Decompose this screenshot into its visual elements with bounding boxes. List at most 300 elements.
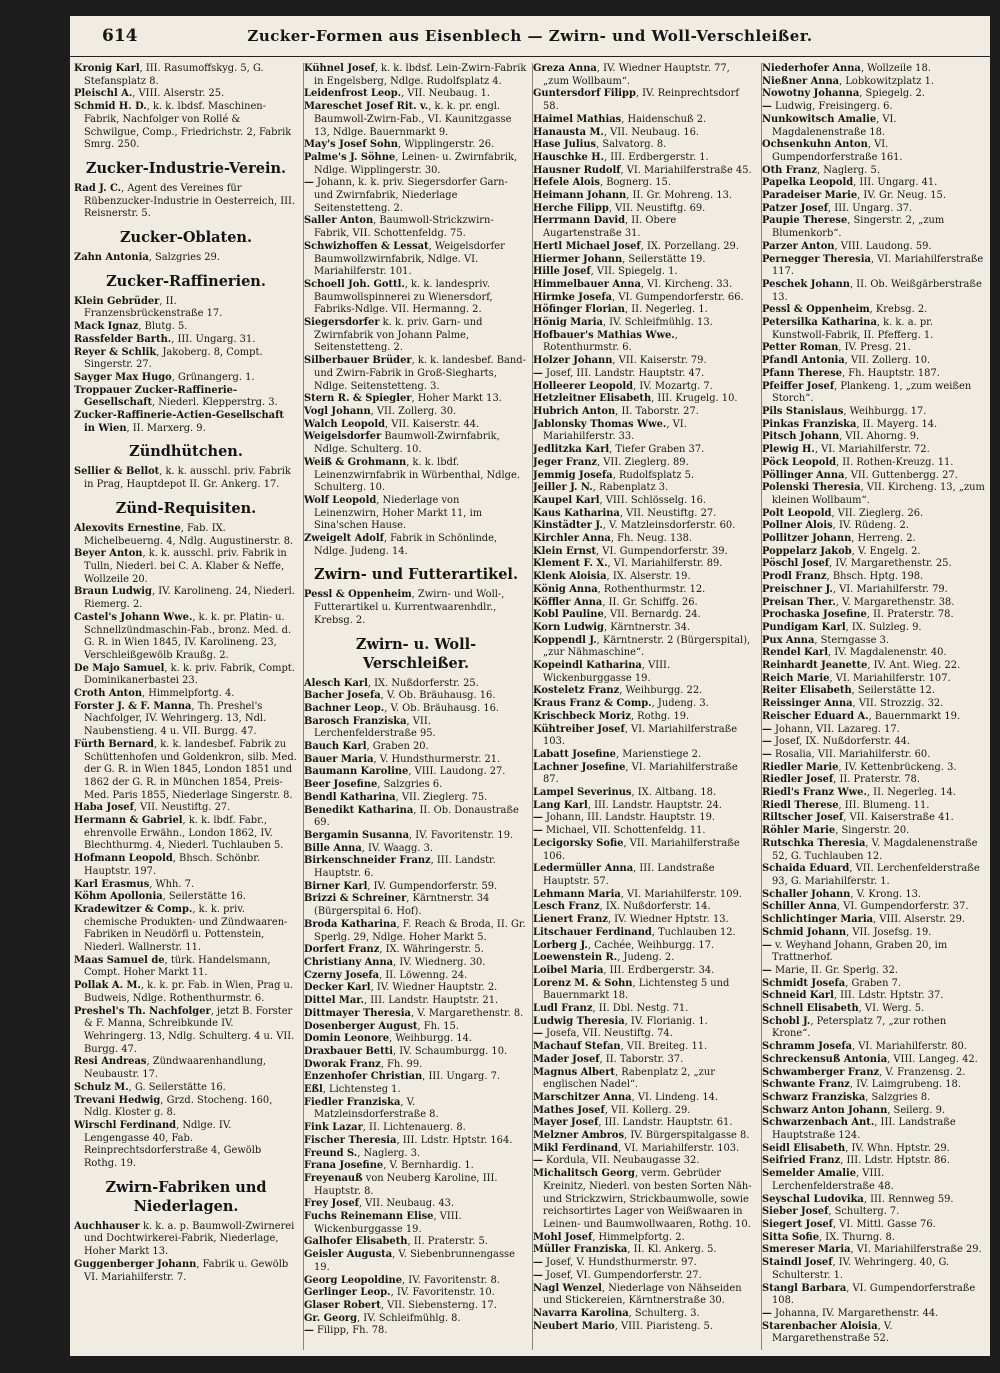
entry-address: , VII. Lerchenfelderstraße 95.	[314, 715, 436, 740]
entry-address: k. k. priv. Garn- und Zwirnfabrik von Johann Palme, Seitenstetteng. 2.	[314, 317, 483, 354]
entry-name: Nießner Anna	[762, 75, 840, 87]
entry-address: , Fh. 99.	[380, 1058, 423, 1070]
entry-name: Hertl Michael Josef	[533, 240, 641, 252]
entry-name: König Anna	[533, 583, 598, 595]
entry-address: , IX. Thurng. 8.	[819, 1231, 895, 1243]
entry-name: Pernegger Theresia	[762, 253, 871, 265]
entry-address: , IX. Sulzleg. 9.	[845, 621, 922, 633]
directory-entry	[762, 1206, 986, 1219]
entry-name: Prochaska Josefine	[762, 609, 867, 621]
entry-address: Rosalia, VII. Mariahilferstr. 60.	[771, 748, 931, 760]
directory-entry	[74, 688, 298, 701]
entry-address: , VI. Gumpendorferstraße 108.	[772, 1282, 976, 1307]
entry-name: Peschek Johann	[762, 278, 850, 290]
directory-entry	[762, 63, 986, 76]
entry-name: Michalitsch Georg	[533, 1168, 635, 1180]
entry-name: —	[304, 177, 314, 189]
entry-name: Labatt Josefine	[533, 748, 616, 760]
entry-name: —	[533, 825, 543, 837]
directory-entry	[304, 215, 528, 240]
directory-entry	[74, 372, 298, 385]
directory-entry	[762, 457, 986, 470]
entry-name: Dorfert Franz	[304, 944, 380, 956]
entry-address: , k. k. lbdsf. Maschinen- Fabrik, Nachfolger von Rollé & Schwilgue, Comp., Friedrichstr. 2, Fabrik Smrg. 250.	[84, 101, 292, 151]
column-1	[74, 63, 298, 1350]
directory-entry	[533, 1041, 757, 1054]
directory-entry	[304, 1325, 528, 1338]
directory-entry	[304, 1122, 528, 1135]
entry-name: Bauer Maria	[304, 753, 374, 765]
entry-address: , VIII. Piaristeng. 5.	[614, 1320, 713, 1332]
entry-address: , IV. Gr. Neug. 15.	[857, 190, 946, 202]
entry-name: Pöck Leopold	[762, 456, 836, 468]
entry-name: Siegert Josef	[762, 1218, 833, 1230]
directory-entry	[762, 812, 986, 825]
directory-entry	[304, 855, 528, 880]
directory-entry	[533, 279, 757, 292]
entry-name: Riedl Therese	[762, 799, 839, 811]
entry-address: von Neuberg Karoline, III. Hauptstr. 8.	[314, 1172, 498, 1197]
entry-address: , VII. Neubaug. 16.	[603, 126, 700, 138]
entry-address: , II. Gr. Schiffg. 26.	[602, 596, 698, 608]
entry-name: Heimann Johann	[533, 190, 627, 202]
entry-address: , III. Ungarg. 41.	[853, 177, 938, 189]
entry-address: , Whh. 7.	[149, 878, 195, 890]
directory-entry	[762, 774, 986, 787]
entry-address: , IV. Wiednerg. 30.	[393, 957, 486, 968]
entry-address: , V. Bernhardig. 1.	[383, 1160, 474, 1172]
entry-address: , III. Blumeng. 11.	[838, 799, 930, 811]
entry-name: Decker Karl	[304, 982, 371, 994]
directory-entry	[762, 558, 986, 571]
directory-entry	[304, 431, 528, 456]
entry-name: Klement F. X.	[533, 558, 608, 570]
entry-name: Glaser Robert	[304, 1299, 381, 1311]
entry-name: Bille Anna	[304, 842, 362, 854]
entry-address: , II. Taborstr. 27.	[615, 405, 699, 417]
entry-name: Klenk Aloisia	[533, 571, 607, 583]
directory-entry	[74, 334, 298, 347]
directory-entry	[74, 101, 298, 152]
directory-entry	[533, 1067, 757, 1092]
directory-entry	[762, 1041, 986, 1054]
directory-entry	[762, 203, 986, 216]
directory-entry	[762, 533, 986, 546]
entry-address: , IV. Bürgerspitalgasse 8.	[624, 1130, 750, 1142]
entry-address: , Schulterg. 3.	[628, 1307, 700, 1319]
entry-name: Beer Josefine	[304, 779, 378, 791]
entry-address: , k. k. landespriv. Baumwollspinnerei zu Wienersdorf, Fabriks-Ndlge. VII. Hermanng. 2.	[314, 278, 493, 316]
entry-address: , IV. Favoritenstr. 10.	[390, 1287, 495, 1299]
directory-entry	[762, 139, 986, 164]
directory-entry	[533, 1283, 757, 1308]
entry-address: , V. Margarethenstraße 52.	[772, 1320, 893, 1345]
directory-entry	[533, 266, 757, 279]
entry-name: Hermann & Gabriel	[74, 815, 183, 827]
directory-entry	[762, 1079, 986, 1092]
entry-name: —	[533, 1028, 543, 1040]
directory-entry	[533, 1270, 757, 1283]
directory-entry	[304, 995, 528, 1008]
entry-address: , Plankeng. 1, „zum weißen Storch“.	[772, 380, 972, 405]
entry-address: Johann, III. Landstr. Hauptstr. 19.	[542, 812, 716, 824]
directory-entry	[533, 1003, 757, 1016]
entry-name: Jeiller J. N.	[533, 482, 593, 494]
entry-address: , V. Hundsthurmerstr. 21.	[373, 753, 501, 765]
directory-entry	[762, 635, 986, 648]
entry-name: Georg Leopoldine	[304, 1274, 403, 1286]
section-heading: Zwirn- u. Woll-Verschleißer.	[355, 635, 477, 672]
entry-address: , VIII. Wickenburggasse 19.	[543, 660, 671, 684]
directory-entry	[74, 802, 298, 815]
directory-entry	[762, 1003, 986, 1016]
directory-entry	[762, 1194, 986, 1207]
directory-entry	[533, 635, 757, 660]
directory-entry	[304, 1313, 528, 1326]
entry-name: Pessl & Oppenheim	[762, 304, 870, 316]
entry-name: Polt Leopold	[762, 507, 832, 519]
entry-address: Johann, k. k. priv. Siegersdorfer Garn- und Zwirnfabrik, Niederlage Seitenstetteng. 2.	[313, 177, 508, 214]
directory-entry	[74, 980, 298, 1005]
entry-address: , Rabenplatz 2, „zur englischen Nadel“.	[543, 1066, 715, 1091]
entry-name: Hille Josef	[533, 266, 591, 278]
directory-entry	[533, 698, 757, 711]
entry-name: Frana Josefine	[304, 1160, 384, 1172]
entry-name: Nagl Wenzel	[533, 1282, 602, 1294]
entry-address: , Singerstr. 2, „zum Blumenkorb“.	[772, 215, 945, 240]
directory-entry	[74, 879, 298, 892]
entry-address: , Naglerg. 5.	[817, 164, 880, 176]
entry-name: Kosteletz Franz	[533, 685, 620, 697]
directory-entry	[304, 279, 528, 317]
directory-entry	[762, 482, 986, 507]
entry-name: Smereser Maria	[762, 1244, 851, 1256]
directory-entry	[762, 1092, 986, 1105]
entry-address: , III. Erdbergerstr. 1.	[604, 151, 709, 163]
entry-address: , k. k. pr. engl. Baumwoll-Zwirn-Fab., VI. Kaunitzgasse 13, Ndlge. Bauernmarkt 9.	[314, 101, 512, 138]
entry-name: Draxbauer Betti	[304, 1045, 393, 1057]
entry-address: Josef, III. Landstr. Hauptstr. 47.	[542, 367, 705, 379]
directory-entry	[762, 1067, 986, 1080]
entry-name: Palme's J. Söhne	[304, 151, 396, 163]
directory-entry	[533, 165, 757, 178]
entry-address: , Seilerg. 9.	[887, 1104, 946, 1116]
directory-entry	[74, 296, 298, 321]
directory-entry	[762, 1219, 986, 1232]
directory-entry	[762, 190, 986, 203]
entry-name: Preshel's Th. Nachfolger	[74, 1005, 211, 1017]
entry-name: Schwante Franz	[762, 1079, 850, 1091]
entry-address: Ludwig, Freisingerg. 6.	[771, 101, 893, 113]
entry-name: Zahn Antonia	[74, 252, 149, 264]
directory-entry	[74, 612, 298, 663]
entry-name: Ledermüller Anna	[533, 863, 634, 875]
directory-entry	[74, 1082, 298, 1095]
entry-address: , Kärntnerstr. 34.	[603, 621, 691, 633]
directory-entry	[74, 1056, 298, 1081]
entry-address: Kordula, VII. Neubaugasse 32.	[542, 1155, 700, 1167]
directory-entry	[74, 891, 298, 904]
directory-entry	[74, 63, 298, 88]
entry-name: Höfinger Florian	[533, 304, 625, 316]
directory-entry	[533, 1054, 757, 1067]
entry-address: , Naglerg. 3.	[357, 1147, 421, 1159]
directory-entry	[762, 990, 986, 1003]
column-3	[532, 63, 757, 1350]
entry-address: , VI. Gumpendorferstr. 66.	[612, 291, 744, 303]
directory-entry	[304, 1173, 528, 1198]
entry-name: Papelka Leopold	[762, 177, 854, 189]
entry-name: Auchhauser	[74, 1220, 140, 1232]
entry-name: Castel's Johann Wwe.	[74, 611, 193, 623]
directory-entry	[762, 406, 986, 419]
directory-entry	[762, 1054, 986, 1067]
entry-name: Schlichtinger Maria	[762, 914, 874, 926]
directory-entry	[74, 385, 298, 410]
entry-name: Guntersdorf Filipp	[533, 88, 636, 100]
entry-name: Lampel Severinus	[533, 787, 632, 799]
directory-entry	[304, 881, 528, 894]
entry-address: , VII. Neustiftg. 27.	[133, 802, 231, 814]
entry-name: Walch Leopold	[304, 418, 385, 430]
entry-address: , IV. Magdalenenstr. 40.	[827, 647, 947, 659]
directory-entry	[74, 586, 298, 611]
directory-entry	[304, 533, 528, 558]
directory-entry	[74, 739, 298, 803]
directory-entry	[533, 1143, 757, 1156]
directory-entry	[762, 355, 986, 368]
directory-entry	[762, 622, 986, 635]
directory-entry	[762, 965, 986, 978]
entry-name: Freund S.	[304, 1147, 358, 1159]
entry-address: , VIII. Alserstr. 25.	[132, 88, 225, 100]
entry-address: , IX. Nußdorferstr. 25.	[367, 677, 479, 689]
entry-name: —	[762, 723, 772, 735]
directory-entry	[762, 978, 986, 991]
entry-name: Kaus Katharina	[533, 507, 620, 519]
entry-address: , II. Mayerg. 14.	[856, 418, 938, 430]
entry-address: , Rudolfsplatz 5.	[612, 469, 695, 481]
directory-entry	[762, 419, 986, 432]
directory-entry	[762, 342, 986, 355]
entry-address: , k. k. a. pr. Kunstwoll-Fabrik, II. Pfefferg. 1.	[772, 317, 934, 341]
entry-name: Schmidt Josefa	[762, 977, 846, 989]
entry-address: , V. Franzensg. 2.	[879, 1066, 966, 1078]
entry-address: , Bhsch. Hptg. 198.	[826, 571, 924, 583]
entry-name: Litschauer Ferdinand	[533, 926, 652, 938]
entry-address: , II. Gr. Mohreng. 13.	[626, 190, 733, 202]
directory-entry	[304, 805, 528, 830]
entry-name: Marschitzer Anna	[533, 1091, 632, 1103]
entry-name: Himmelbauer Anna	[533, 278, 641, 290]
entry-address: , V. Engelg. 2.	[851, 545, 921, 557]
entry-name: Kronig Karl	[74, 63, 140, 74]
entry-address: Johanna, IV. Margarethenstr. 44.	[771, 1307, 939, 1319]
directory-entry	[533, 940, 757, 953]
entry-name: Hirmke Josefa	[533, 291, 613, 303]
directory-entry	[74, 548, 298, 586]
directory-entry	[533, 533, 757, 546]
entry-name: Hausner Rudolf	[533, 164, 621, 176]
entry-name: Reich Marie	[762, 672, 830, 684]
entry-address: , Salzgries 29.	[148, 252, 220, 264]
entry-address: , IV. Waagg. 3.	[361, 842, 434, 854]
directory-entry	[74, 410, 298, 435]
directory-entry	[304, 355, 528, 393]
entry-address: , VII. Kircheng. 13, „zum kleinen Wollbaum“.	[772, 482, 985, 506]
directory-entry	[74, 853, 298, 878]
directory-entry	[533, 584, 757, 597]
entry-address: Josef, V. Hundsthurmerstr. 97.	[542, 1257, 697, 1269]
entry-name: Röhler Marie	[762, 825, 836, 837]
entry-name: Alesch Karl	[304, 677, 368, 689]
entry-name: Barosch Franziska	[304, 715, 407, 727]
directory-entry	[74, 466, 298, 491]
entry-address: , Hoher Markt 13.	[411, 393, 502, 405]
directory-entry	[762, 584, 986, 597]
entry-address: , Judeng. 2.	[617, 952, 675, 964]
entry-name: Ludwig Theresia	[533, 1015, 625, 1027]
directory-entry	[762, 1143, 986, 1156]
entry-address: , VII. Neustiftg. 69.	[608, 202, 706, 214]
entry-address: , VIII. Laudong. 59.	[834, 240, 932, 252]
entry-address: , Petersplatz 7, „zur rothen Krone“.	[772, 1015, 947, 1040]
entry-name: Schmid H. D.	[74, 101, 147, 113]
entry-address: , V. Magdalenenstraße 52, G. Tuchlauben 12.	[772, 837, 978, 862]
entry-name: Herrmann David	[533, 215, 626, 227]
directory-entry	[533, 139, 757, 152]
entry-address: , k. k. lbdsf. Lein-Zwirn-Fabrik in Engelsberg, Ndlge. Rudolfsplatz 4.	[314, 63, 527, 87]
entry-address: , Salzgries 6.	[377, 779, 443, 791]
entry-name: Schwarz Anton Johann	[762, 1104, 888, 1116]
directory-entry	[304, 63, 528, 88]
entry-name: Mikl Ferdinand	[533, 1142, 618, 1154]
entry-address: , VI. Mariahilferstraße 87.	[543, 761, 738, 786]
entry-name: Baumann Karoline	[304, 766, 409, 778]
directory-entry	[304, 779, 528, 792]
entry-name: Eßl	[304, 1084, 323, 1096]
entry-name: Trevani Hedwig	[74, 1094, 161, 1106]
entry-name: Klein Ernst	[533, 545, 597, 557]
directory-entry	[533, 495, 757, 508]
directory-entry	[762, 647, 986, 660]
entry-address: , F. Reach & Broda, II. Gr. Sperlg. 29, Ndlge. Hoher Markt 5.	[314, 918, 526, 943]
entry-name: Beyer Anton	[74, 548, 143, 560]
directory-entry	[533, 127, 757, 140]
directory-entry	[762, 1283, 986, 1308]
entry-name: Korn Ludwig	[533, 621, 604, 633]
entry-address: k. k. a. p. Baumwoll-Zwirnerei und Dochtwirkerei-Fabrik, Niederlage, Hoher Markt 13.	[84, 1220, 295, 1258]
entry-address: , Fh. 15.	[417, 1020, 459, 1032]
entry-address: , Rothenthurmstr. 12.	[597, 583, 706, 595]
entry-address: , IV. Schaumburgg. 10.	[392, 1045, 508, 1057]
entry-address: , II. Dbl. Nestg. 71.	[592, 1003, 689, 1015]
entry-name: Kinstädter J.	[533, 520, 603, 532]
entry-name: Patzer Josef	[762, 202, 829, 214]
entry-address: , IV. Favoritenstr. 8.	[402, 1274, 500, 1286]
section-heading: Zwirn-Fabriken und Niederlagen.	[105, 1178, 267, 1215]
entry-address: , III. Ldstr. Hptstr. 164.	[396, 1134, 513, 1146]
entry-name: —	[304, 1325, 314, 1337]
entry-name: Enzenhofer Christian	[304, 1071, 423, 1083]
entry-name: Neubert Mario	[533, 1320, 615, 1332]
entry-address: , VII. Zollerg. 30.	[370, 405, 457, 417]
entry-address: , III. Landstraße Hauptstraße 124.	[772, 1117, 956, 1142]
directory-entry	[304, 1300, 528, 1313]
entry-name: Birkenschneider Franz	[304, 855, 431, 867]
entry-address: , II. Praterstr. 5.	[407, 1236, 488, 1248]
entry-name: Loibel Maria	[533, 964, 604, 976]
entry-name: Navarra Karolina	[533, 1307, 629, 1319]
entry-address: , Singerstr. 20.	[835, 825, 910, 837]
directory-entry	[533, 419, 757, 444]
entry-address: , VI. Mariahilferstr. 89.	[607, 558, 723, 570]
entry-name: Rendel Karl	[762, 647, 828, 659]
directory-entry	[762, 1244, 986, 1257]
entry-address: , Weihburgg. 17.	[843, 405, 927, 417]
entry-name: Reischer Eduard A.	[762, 710, 869, 722]
entry-address: , k. k. ausschl. priv. Fabrik in Prag, Hauptdepot II. Gr. Ankerg. 17.	[84, 466, 291, 491]
directory-entry	[762, 88, 986, 101]
entry-name: Bendl Katharina	[304, 791, 396, 803]
entry-address: Marie, II. Gr. Sperlg. 32.	[771, 964, 899, 976]
entry-name: Schwarz Franziska	[762, 1091, 866, 1103]
directory-entry	[762, 317, 986, 342]
entry-address: , IV. Wehringerg. 40, G. Schulterstr. 1.	[772, 1257, 950, 1281]
entry-address: , IV. Rüdeng. 2.	[832, 520, 909, 532]
section-heading: Zündhütchen.	[129, 443, 243, 461]
entry-address: , VII. Strozzig. 32.	[852, 698, 944, 710]
entry-address: , VI. Mariahilferstr. 109.	[620, 888, 742, 900]
entry-name: Sellier & Bellot	[74, 466, 160, 478]
entry-address: , k. k. pr. Fab. in Wien, Prag u. Budweis, Ndlge. Rothenthurmstr. 6.	[84, 980, 294, 1004]
entry-name: Forster J. & F. Manna	[74, 700, 192, 712]
entry-name: Lorenz M. & Sohn	[533, 977, 633, 989]
entry-name: Pundigam Karl	[762, 621, 846, 633]
entry-address: , k. k. lbdf. Fabr., ehrenvolle Erwähn., London 1862, IV. Blechthurmg. 4, Niederl. Tuchlauben 5.	[84, 815, 284, 852]
directory-entry	[533, 215, 757, 240]
entry-address: , V. Margarethenstr. 8.	[410, 1007, 524, 1019]
directory-entry	[762, 609, 986, 622]
entry-name: Fuchs Reinemann Elise	[304, 1211, 434, 1223]
columns	[70, 63, 990, 1350]
entry-address: , III. Ldstr. Hptstr. 86.	[840, 1155, 950, 1167]
entry-name: Pollitzer Johann	[762, 533, 852, 545]
entry-name: Fink Lazar	[304, 1122, 363, 1134]
entry-address: , VII. Lerchenfelderstraße 93, G. Mariahilferstr. 1.	[772, 863, 980, 887]
entry-address: , VII. Mariahilferstraße 106.	[543, 837, 740, 862]
directory-entry	[304, 766, 528, 779]
entry-address: , VII. Zieglerg. 89.	[597, 456, 689, 468]
entry-name: Seyschal Ludovika	[762, 1193, 864, 1205]
entry-name: Pils Stanislaus	[762, 405, 844, 417]
entry-name: Lecigorsky Sofie	[533, 837, 624, 849]
entry-name: Reyer & Schlik	[74, 346, 157, 358]
entry-name: —	[533, 812, 543, 824]
entry-address: , VI. Mariahilferstr. 80.	[852, 1041, 967, 1053]
entry-address: , IV. Schleifmühlg. 13.	[602, 317, 713, 329]
entry-address: , IV. Wiedner Hptstr. 13.	[607, 914, 729, 926]
entry-address: , VIII. Langeg. 42.	[887, 1053, 978, 1065]
entry-address: , Weihburgg. 14.	[389, 1033, 473, 1045]
entry-name: Loewenstein R.	[533, 952, 618, 964]
entry-address: Johann, VII. Lazareg. 17.	[771, 723, 900, 735]
directory-entry	[304, 457, 528, 495]
entry-name: —	[762, 939, 772, 951]
directory-entry	[533, 978, 757, 1003]
entry-address: , VI. Mariahilferstr. 107.	[829, 672, 951, 684]
directory-entry	[304, 241, 528, 279]
